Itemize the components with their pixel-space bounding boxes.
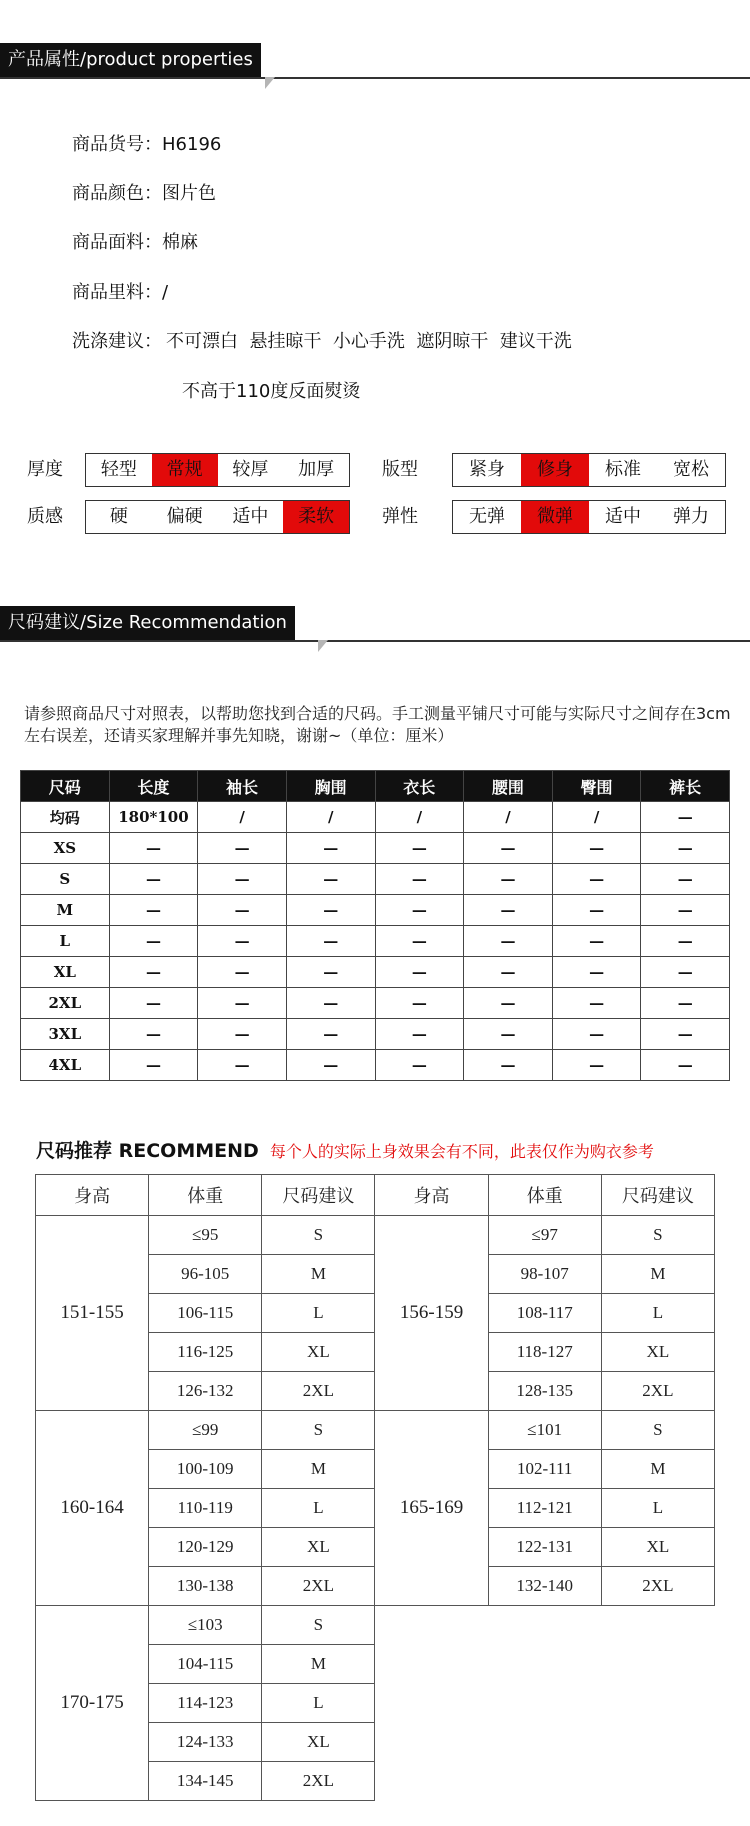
size-advice-cell: S xyxy=(262,1216,375,1255)
size-header-cell: 长度 xyxy=(109,771,198,802)
size-cell: — xyxy=(198,957,287,988)
size-cell: — xyxy=(464,895,553,926)
property-label: 商品里料： xyxy=(72,282,162,303)
size-advice-cell: XL xyxy=(262,1333,375,1372)
size-cell: — xyxy=(641,1050,730,1081)
size-cell: / xyxy=(198,802,287,833)
weight-cell: 110-119 xyxy=(149,1489,262,1528)
size-advice-cell: L xyxy=(262,1489,375,1528)
size-cell: — xyxy=(109,926,198,957)
size-advice-cell: 2XL xyxy=(601,1372,714,1411)
texture-option: 适中 xyxy=(232,506,269,527)
size-cell: — xyxy=(286,895,375,926)
size-cell: S xyxy=(21,864,110,895)
property-label: 洗涤建议： xyxy=(72,331,162,352)
size-cell: — xyxy=(109,1019,198,1050)
weight-cell: ≤103 xyxy=(149,1606,262,1645)
size-cell: — xyxy=(109,988,198,1019)
size-header-cell: 臀围 xyxy=(552,771,641,802)
elastic-option: 弹力 xyxy=(673,506,709,527)
elastic-label: 弹性 xyxy=(382,506,418,527)
size-cell: — xyxy=(641,926,730,957)
empty-cell xyxy=(375,1723,488,1762)
size-cell: — xyxy=(109,895,198,926)
weight-cell: 122-131 xyxy=(488,1528,601,1567)
table-row xyxy=(21,988,730,1019)
size-advice-cell: XL xyxy=(601,1528,714,1567)
weight-cell: 132-140 xyxy=(488,1567,601,1606)
weight-cell: 128-135 xyxy=(488,1372,601,1411)
weight-cell: 108-117 xyxy=(488,1294,601,1333)
size-cell: — xyxy=(464,833,553,864)
size-advice-cell: L xyxy=(601,1489,714,1528)
size-advice-cell: L xyxy=(262,1684,375,1723)
size-cell: — xyxy=(464,1019,553,1050)
thickness-label: 厚度 xyxy=(27,459,63,480)
empty-cell xyxy=(601,1762,714,1801)
property-row xyxy=(72,330,572,354)
size-cell: 均码 xyxy=(21,802,110,833)
empty-cell xyxy=(375,1762,488,1801)
empty-cell xyxy=(375,1645,488,1684)
size-note: 请参照商品尺寸对照表，以帮助您找到合适的尺码。手工测量平铺尺寸可能与实际尺寸之间存在3cm左右误差，还请买家理解并事先知晓，谢谢~（单位：厘米） xyxy=(24,704,731,745)
fit-scale xyxy=(452,453,726,487)
property-row xyxy=(72,281,168,305)
size-advice-cell: XL xyxy=(601,1333,714,1372)
size-advice-cell: S xyxy=(601,1216,714,1255)
size-advice-cell: S xyxy=(262,1411,375,1450)
size-cell: — xyxy=(109,957,198,988)
size-cell: — xyxy=(375,926,464,957)
elastic-option: 微弹 xyxy=(521,501,589,533)
size-table-header xyxy=(21,771,730,802)
size-cell: — xyxy=(552,895,641,926)
section-header-tail xyxy=(265,77,275,89)
size-cell: — xyxy=(198,895,287,926)
empty-cell xyxy=(601,1606,714,1645)
empty-cell xyxy=(375,1684,488,1723)
weight-cell: 96-105 xyxy=(149,1255,262,1294)
table-row xyxy=(21,864,730,895)
size-cell: — xyxy=(198,988,287,1019)
size-advice-cell: L xyxy=(601,1294,714,1333)
size-cell: — xyxy=(198,926,287,957)
size-cell: — xyxy=(286,1019,375,1050)
size-cell: — xyxy=(286,864,375,895)
recommend-title: 尺码推荐 RECOMMEND xyxy=(36,1140,259,1162)
thickness-option: 较厚 xyxy=(232,459,269,480)
property-value: 图片色 xyxy=(162,183,216,204)
size-advice-cell: 2XL xyxy=(262,1567,375,1606)
size-cell: — xyxy=(375,833,464,864)
size-cell: — xyxy=(286,926,375,957)
table-row xyxy=(21,1050,730,1081)
wash-instructions-line2: 不高于110度反面熨烫 xyxy=(182,381,361,402)
size-cell: — xyxy=(552,833,641,864)
size-cell: — xyxy=(375,1019,464,1050)
elastic-scale xyxy=(452,500,726,534)
recommend-header-cell: 身高 xyxy=(375,1175,488,1216)
property-value: 棉麻 xyxy=(162,232,198,253)
property-value: H6196 xyxy=(162,134,222,155)
weight-cell: 114-123 xyxy=(149,1684,262,1723)
table-row xyxy=(21,833,730,864)
fit-option: 标准 xyxy=(605,459,641,480)
property-label: 商品颜色： xyxy=(72,183,162,204)
size-cell: — xyxy=(109,1050,198,1081)
size-cell: — xyxy=(641,957,730,988)
section-header-properties xyxy=(0,43,750,79)
weight-cell: 102-111 xyxy=(488,1450,601,1489)
size-cell: — xyxy=(641,1019,730,1050)
texture-scale xyxy=(85,500,350,534)
recommend-table-header xyxy=(36,1175,715,1216)
size-cell: / xyxy=(464,802,553,833)
size-advice-cell: M xyxy=(262,1645,375,1684)
size-cell: — xyxy=(286,957,375,988)
height-cell: 151-155 xyxy=(36,1216,149,1411)
size-advice-cell: M xyxy=(262,1450,375,1489)
weight-cell: 100-109 xyxy=(149,1450,262,1489)
size-advice-cell: L xyxy=(262,1294,375,1333)
property-value: / xyxy=(162,282,169,303)
size-cell: — xyxy=(286,833,375,864)
size-cell: / xyxy=(552,802,641,833)
weight-cell: 120-129 xyxy=(149,1528,262,1567)
size-table xyxy=(20,770,730,1081)
size-advice-cell: 2XL xyxy=(601,1567,714,1606)
size-cell: 2XL xyxy=(21,988,110,1019)
empty-cell xyxy=(488,1762,601,1801)
size-cell: — xyxy=(375,1050,464,1081)
size-cell: — xyxy=(641,988,730,1019)
size-cell: — xyxy=(552,926,641,957)
height-cell: 160-164 xyxy=(36,1411,149,1606)
height-cell: 165-169 xyxy=(375,1411,488,1606)
texture-option: 柔软 xyxy=(283,501,349,533)
section-title: 产品属性/product properties xyxy=(0,43,261,77)
size-cell: — xyxy=(198,1019,287,1050)
size-cell: — xyxy=(552,864,641,895)
size-header-cell: 衣长 xyxy=(375,771,464,802)
empty-cell xyxy=(601,1645,714,1684)
size-cell: L xyxy=(21,926,110,957)
size-cell: M xyxy=(21,895,110,926)
recommend-table xyxy=(35,1174,715,1801)
size-cell: — xyxy=(641,833,730,864)
property-row xyxy=(72,133,221,157)
empty-cell xyxy=(601,1723,714,1762)
size-cell: — xyxy=(464,957,553,988)
size-cell: — xyxy=(375,957,464,988)
table-row xyxy=(21,1019,730,1050)
weight-cell: 130-138 xyxy=(149,1567,262,1606)
texture-option: 偏硬 xyxy=(166,506,203,527)
weight-cell: 126-132 xyxy=(149,1372,262,1411)
size-cell: — xyxy=(198,1050,287,1081)
size-cell: — xyxy=(641,802,730,833)
weight-cell: 124-133 xyxy=(149,1723,262,1762)
size-advice-cell: XL xyxy=(262,1723,375,1762)
size-cell: — xyxy=(552,988,641,1019)
size-cell: / xyxy=(286,802,375,833)
size-advice-cell: 2XL xyxy=(262,1372,375,1411)
section-header-size xyxy=(0,606,750,642)
property-value: 不可漂白 悬挂晾干 小心手洗 遮阴晾干 建议干洗 xyxy=(166,331,572,352)
size-cell: — xyxy=(464,988,553,1019)
section-title: 尺码建议/Size Recommendation xyxy=(0,606,295,640)
size-cell: 4XL xyxy=(21,1050,110,1081)
size-cell: — xyxy=(109,833,198,864)
size-advice-cell: M xyxy=(601,1450,714,1489)
weight-cell: ≤97 xyxy=(488,1216,601,1255)
size-header-cell: 胸围 xyxy=(286,771,375,802)
size-cell: — xyxy=(641,864,730,895)
size-cell: — xyxy=(552,1050,641,1081)
size-advice-cell: XL xyxy=(262,1528,375,1567)
size-cell: — xyxy=(375,895,464,926)
size-cell: — xyxy=(641,895,730,926)
size-cell: — xyxy=(286,1050,375,1081)
table-row xyxy=(36,1216,715,1255)
weight-cell: 134-145 xyxy=(149,1762,262,1801)
size-cell: — xyxy=(109,864,198,895)
weight-cell: 116-125 xyxy=(149,1333,262,1372)
weight-cell: ≤95 xyxy=(149,1216,262,1255)
recommend-header-cell: 体重 xyxy=(149,1175,262,1216)
size-cell: — xyxy=(552,957,641,988)
weight-cell: 106-115 xyxy=(149,1294,262,1333)
recommend-header-cell: 尺码建议 xyxy=(262,1175,375,1216)
size-cell: — xyxy=(464,864,553,895)
thickness-option: 常规 xyxy=(152,454,218,486)
section-header-tail xyxy=(318,640,328,652)
texture-label: 质感 xyxy=(27,506,63,527)
thickness-scale xyxy=(85,453,350,487)
height-cell: 156-159 xyxy=(375,1216,488,1411)
size-header-cell: 腰围 xyxy=(464,771,553,802)
size-cell: — xyxy=(198,833,287,864)
fit-option: 宽松 xyxy=(673,459,709,480)
texture-option: 硬 xyxy=(109,506,128,527)
recommend-header-cell: 身高 xyxy=(36,1175,149,1216)
size-cell: XL xyxy=(21,957,110,988)
size-header-cell: 裤长 xyxy=(641,771,730,802)
height-cell: 170-175 xyxy=(36,1606,149,1801)
size-cell: — xyxy=(375,864,464,895)
size-cell: — xyxy=(198,864,287,895)
empty-cell xyxy=(488,1723,601,1762)
table-row xyxy=(36,1606,715,1645)
size-cell: — xyxy=(375,988,464,1019)
fit-label: 版型 xyxy=(382,459,418,480)
recommend-subtitle: 每个人的实际上身效果会有不同，此表仅作为购衣参考 xyxy=(269,1142,654,1161)
size-cell: — xyxy=(464,926,553,957)
size-cell: — xyxy=(286,988,375,1019)
fit-option: 紧身 xyxy=(469,459,505,480)
size-advice-cell: M xyxy=(262,1255,375,1294)
size-cell: / xyxy=(375,802,464,833)
table-row xyxy=(36,1411,715,1450)
recommend-title-bar xyxy=(36,1136,654,1163)
property-label: 商品面料： xyxy=(72,232,162,253)
weight-cell: 104-115 xyxy=(149,1645,262,1684)
weight-cell: 118-127 xyxy=(488,1333,601,1372)
size-cell: XS xyxy=(21,833,110,864)
size-header-cell: 尺码 xyxy=(21,771,110,802)
table-row xyxy=(21,895,730,926)
empty-cell xyxy=(488,1684,601,1723)
size-cell: — xyxy=(552,1019,641,1050)
table-row xyxy=(21,957,730,988)
size-cell: — xyxy=(464,1050,553,1081)
thickness-option: 加厚 xyxy=(298,459,335,480)
fit-option: 修身 xyxy=(521,454,589,486)
thickness-option: 轻型 xyxy=(100,459,137,480)
empty-cell xyxy=(488,1606,601,1645)
empty-cell xyxy=(488,1645,601,1684)
weight-cell: ≤101 xyxy=(488,1411,601,1450)
elastic-option: 适中 xyxy=(605,506,641,527)
property-row xyxy=(72,182,216,206)
elastic-option: 无弹 xyxy=(469,506,505,527)
weight-cell: ≤99 xyxy=(149,1411,262,1450)
weight-cell: 98-107 xyxy=(488,1255,601,1294)
size-advice-cell: S xyxy=(601,1411,714,1450)
table-row xyxy=(21,802,730,833)
size-cell: 3XL xyxy=(21,1019,110,1050)
property-label: 商品货号： xyxy=(72,134,162,155)
size-header-cell: 袖长 xyxy=(198,771,287,802)
table-row xyxy=(21,926,730,957)
property-row xyxy=(72,231,198,255)
size-advice-cell: M xyxy=(601,1255,714,1294)
weight-cell: 112-121 xyxy=(488,1489,601,1528)
recommend-header-cell: 尺码建议 xyxy=(601,1175,714,1216)
size-cell: 180*100 xyxy=(109,802,198,833)
empty-cell xyxy=(601,1684,714,1723)
empty-cell xyxy=(375,1606,488,1645)
size-advice-cell: 2XL xyxy=(262,1762,375,1801)
size-advice-cell: S xyxy=(262,1606,375,1645)
recommend-header-cell: 体重 xyxy=(488,1175,601,1216)
